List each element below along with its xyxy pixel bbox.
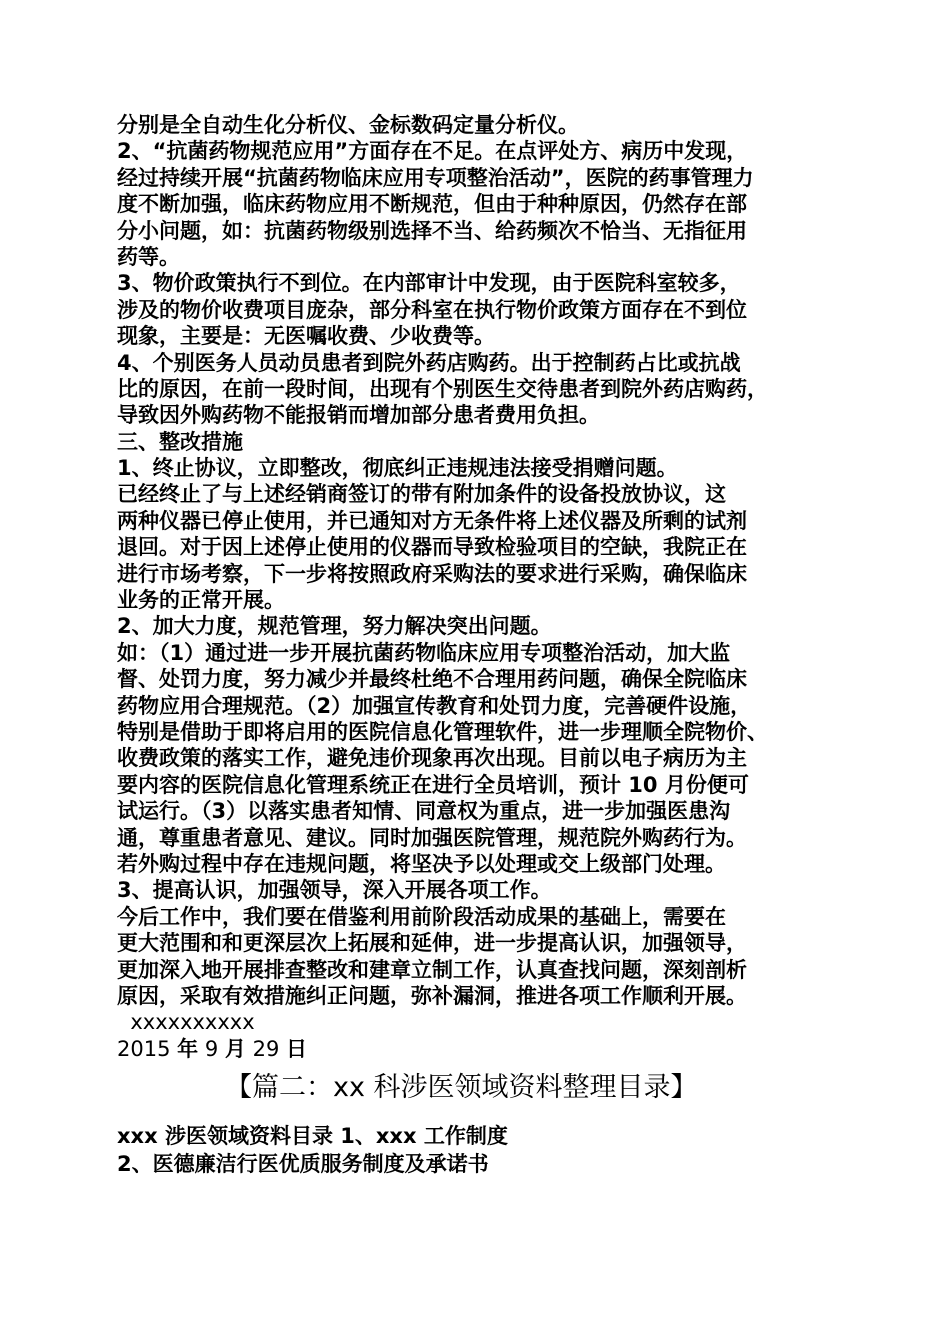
body-line: 如：（1）通过进一步开展抗菌药物临床应用专项整治活动，加大监 bbox=[117, 640, 731, 665]
body-line: 经过持续开展“抗菌药物临床应用专项整治活动”，医院的药事管理力 bbox=[117, 165, 754, 190]
body-line: 4、个别医务人员动员患者到院外药店购药。出于控制药占比或抗战 bbox=[117, 350, 741, 375]
date-month: 9 bbox=[204, 1036, 219, 1061]
body-line: 收费政策的落实工作，避免违价现象再次出现。目前以电子病历为主 bbox=[117, 746, 747, 771]
body-line: 通，尊重患者意见、建议。同时加强医院管理，规范院外购药行为。 bbox=[117, 825, 747, 850]
body-line: 若外购过程中存在违规问题，将坚决予以处理或交上级部门处理。 bbox=[117, 851, 726, 876]
section-heading-part-two: 【篇二：xx 科涉医领域资料整理目录】 bbox=[225, 1072, 698, 1104]
body-line: 1、终止协议，立即整改，彻底纠正违规违法接受捐赠问题。 bbox=[117, 456, 678, 481]
body-line: 3、物价政策执行不到位。在内部审计中发现，由于医院科室较多， bbox=[117, 271, 741, 296]
toc-item: xxx 涉医领域资料目录 1、xxx 工作制度 bbox=[117, 1124, 508, 1149]
body-line: 退回。对于因上述停止使用的仪器而导致检验项目的空缺，我院正在 bbox=[117, 535, 747, 560]
document-body bbox=[117, 112, 853, 1178]
body-line: 度不断加强，临床药物应用不断规范，但由于种种原因，仍然存在部 bbox=[117, 192, 747, 217]
body-line: 原因，采取有效措施纠正问题，弥补漏洞，推进各项工作顺利开展。 bbox=[117, 983, 747, 1008]
body-line: 药物应用合理规范。（2）加强宣传教育和处罚力度，完善硬件设施， bbox=[117, 693, 752, 718]
body-line: 已经终止了与上述经销商签订的带有附加条件的设备投放协议，这 bbox=[117, 482, 726, 507]
date-day: 29 bbox=[252, 1036, 280, 1061]
body-line: 导致因外购药物不能报销而增加部分患者费用负担。 bbox=[117, 403, 600, 428]
body-line: 试运行。（3）以落实患者知情、同意权为重点，进一步加强医患沟 bbox=[117, 799, 731, 824]
date-year-unit: 年 bbox=[177, 1036, 199, 1061]
body-line: 涉及的物价收费项目庞杂，部分科室在执行物价政策方面存在不到位 bbox=[117, 297, 747, 322]
body-line: 要内容的医院信息化管理系统正在进行全员培训，预计 10 月份便可 bbox=[117, 772, 749, 797]
body-line: 比的原因，在前一段时间，出现有个别医生交待患者到院外药店购药， bbox=[117, 376, 768, 401]
body-line: 更加深入地开展排查整改和建章立制工作，认真查找问题，深刻剖析 bbox=[117, 957, 747, 982]
signature-text: xxxxxxxxxx bbox=[130, 1010, 255, 1035]
section-heading-rectification: 三、整改措施 bbox=[117, 429, 243, 454]
body-line: 更大范围和和更深层次上拓展和延伸，进一步提高认识，加强领导， bbox=[117, 931, 747, 956]
date-day-unit: 日 bbox=[286, 1036, 307, 1061]
body-line: 业务的正常开展。 bbox=[117, 588, 285, 613]
date-month-unit: 月 bbox=[224, 1036, 246, 1061]
body-line: 分小问题，如：抗菌药物级别选择不当、给药频次不恰当、无指征用 bbox=[117, 218, 747, 243]
document-date bbox=[117, 1036, 853, 1062]
body-line: 督、处罚力度，努力减少并最终杜绝不合理用药问题，确保全院临床 bbox=[117, 667, 747, 692]
body-line: 进行市场考察，下一步将按照政府采购法的要求进行采购，确保临床 bbox=[117, 561, 747, 586]
body-line: 2、加大力度，规范管理，努力解决突出问题。 bbox=[117, 614, 552, 639]
body-line: 两种仪器已停止使用，并已通知对方无条件将上述仪器及所剩的试剂 bbox=[117, 508, 747, 533]
body-line: 药等。 bbox=[117, 244, 180, 269]
body-line: 现象，主要是：无医嘱收费、少收费等。 bbox=[117, 324, 495, 349]
signature bbox=[117, 1009, 853, 1035]
date-year: 2015 bbox=[117, 1036, 171, 1061]
body-line: 今后工作中，我们要在借鉴利用前阶段活动成果的基础上，需要在 bbox=[117, 904, 726, 929]
body-line: 特别是借助于即将启用的医院信息化管理软件，进一步理顺全院物价、 bbox=[117, 719, 768, 744]
body-line: 2、“抗菌药物规范应用”方面存在不足。在点评处方、病历中发现， bbox=[117, 139, 748, 164]
body-line: 分别是全自动生化分析仪、金标数码定量分析仪。 bbox=[117, 113, 579, 137]
body-line: 3、提高认识，加强领导，深入开展各项工作。 bbox=[117, 878, 552, 903]
toc-item: 2、医德廉洁行医优质服务制度及承诺书 bbox=[117, 1152, 489, 1177]
